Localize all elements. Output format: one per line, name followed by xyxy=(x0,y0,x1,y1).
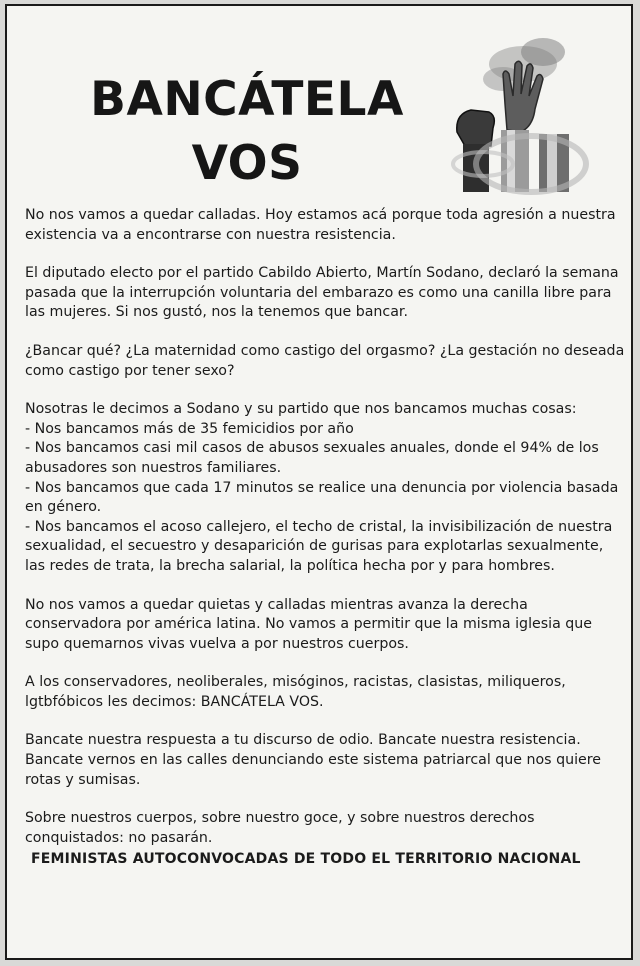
title-line-2: VOS xyxy=(191,136,303,191)
list-item: - Nos bancamos el acoso callejero, el techo de cristal, la invisibilización de nuestra sexualidad, el secuestro y desaparición de gurisas para explotarlas sexualmente, las redes de trata, la brecha salarial, la política hecha por y para hombres. xyxy=(25,518,613,574)
flyer-body xyxy=(25,206,625,870)
flyer-title xyxy=(47,68,447,196)
list-intro: Nosotras le decimos a Sodano y su partido que nos bancamos muchas cosas: xyxy=(25,401,577,418)
title-line-1: BANCÁTELA xyxy=(90,72,404,127)
paragraph-sodano: El diputado electo por el partido Cabildo Abierto, Martín Sodano, declaró la semana pasada que la interrupción voluntaria del embarazo es como una canilla libre para las mujeres. Si nos gustó, nos la tenemos que bancar. xyxy=(25,265,619,321)
list-item: - Nos bancamos casi mil casos de abusos sexuales anuales, donde el 94% de los abusadores son nuestros familiares. xyxy=(25,440,599,476)
paragraph-list xyxy=(25,400,625,576)
list-item: - Nos bancamos que cada 17 minutos se realice una denuncia por violencia basada en género. xyxy=(25,479,619,516)
signature: FEMINISTAS AUTOCONVOCADAS DE TODO EL TERRITORIO NACIONAL xyxy=(31,851,581,868)
raised-fist-icon xyxy=(443,34,593,204)
paragraph-response: Bancate nuestra respuesta a tu discurso de odio. Bancate nuestra resistencia. Bancate vernos en las calles denunciando este sistema patriarcal que nos quiere rotas y sumisas. xyxy=(25,732,601,788)
paragraph-bancatela: A los conservadores, neoliberales, misóginos, racistas, clasistas, miliqueros, lgtbfóbicos les decimos: BANCÁTELA VOS. xyxy=(25,674,566,710)
paragraph-questions: ¿Bancar qué? ¿La maternidad como castigo del orgasmo? ¿La gestación no deseada como castigo por tener sexo? xyxy=(25,342,625,379)
flyer-sheet xyxy=(5,4,633,960)
paragraph-right-wing: No nos vamos a quedar quietas y calladas mientras avanza la derecha conservadora por américa latina. No vamos a permitir que la misma iglesia que supo quemarnos vivas vuelva a por nuestros cuerpos. xyxy=(25,596,593,652)
paragraph-closing: Sobre nuestros cuerpos, sobre nuestro goce, y sobre nuestros derechos conquistados: no pasarán. xyxy=(25,810,535,846)
list-item: - Nos bancamos más de 35 femicidios por año xyxy=(25,420,354,437)
paragraph-intro: No nos vamos a quedar calladas. Hoy estamos acá porque toda agresión a nuestra existencia va a encontrarse con nuestra resistencia. xyxy=(25,207,616,243)
